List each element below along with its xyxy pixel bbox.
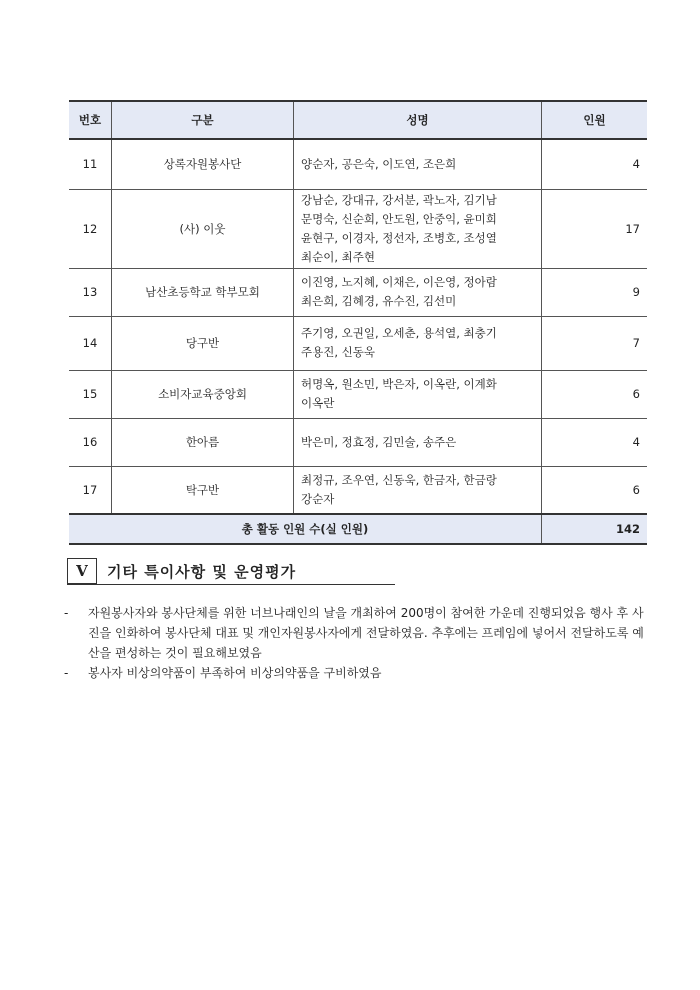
row-no: 13: [69, 268, 112, 316]
row-count: 4: [542, 418, 648, 466]
names-line: 양순자, 공은숙, 이도연, 조은희: [301, 156, 457, 171]
row-names: [294, 418, 542, 466]
names-line: 강순자: [301, 491, 335, 506]
note-text: 봉사자 비상의약품이 부족하여 비상의약품을 구비하였음: [88, 666, 382, 680]
table-row: [69, 139, 647, 189]
names-line: 강남순, 강대규, 강서분, 곽노자, 김기남: [301, 192, 497, 207]
total-row: [69, 514, 647, 544]
row-category: 당구반: [112, 316, 294, 370]
row-category: (사) 이웃: [112, 189, 294, 268]
row-category: 탁구반: [112, 466, 294, 514]
row-category: 상록자원봉사단: [112, 139, 294, 189]
section-heading: [67, 558, 296, 584]
row-no: 12: [69, 189, 112, 268]
row-count: 4: [542, 139, 648, 189]
total-value: 142: [542, 514, 648, 544]
table-row: [69, 189, 647, 268]
names-line: 최순이, 최주현: [301, 249, 375, 264]
header-count: 인원: [542, 101, 648, 139]
row-category: 남산초등학교 학부모회: [112, 268, 294, 316]
section-underline: [67, 584, 395, 585]
section-title: 기타 특이사항 및 운영평가: [107, 562, 297, 581]
row-category: 한아름: [112, 418, 294, 466]
row-names: [294, 370, 542, 418]
row-names: [294, 139, 542, 189]
header-no: 번호: [69, 101, 112, 139]
row-no: 14: [69, 316, 112, 370]
table-header-row: [69, 101, 647, 139]
row-count: 7: [542, 316, 648, 370]
row-category: 소비자교육중앙회: [112, 370, 294, 418]
row-count: 6: [542, 370, 648, 418]
note-dash: -: [64, 666, 69, 680]
row-names: [294, 189, 542, 268]
row-count: 6: [542, 466, 648, 514]
names-line: 이옥란: [301, 396, 335, 410]
names-line: 이진영, 노지혜, 이채은, 이은영, 정아람: [301, 275, 497, 289]
note-item: [64, 603, 654, 663]
names-line: 최정규, 조우연, 신동욱, 한금자, 한금랑: [301, 472, 497, 487]
header-category: 구분: [112, 101, 294, 139]
row-names: [294, 316, 542, 370]
note-item: [64, 663, 654, 683]
row-count: 17: [542, 189, 648, 268]
table-row: [69, 466, 647, 514]
names-line: 허명옥, 원소민, 박은자, 이옥란, 이계화: [301, 377, 497, 391]
names-line: 주용진, 신동욱: [301, 345, 375, 359]
header-names: 성명: [294, 101, 542, 139]
names-line: 문명숙, 신순희, 안도원, 안중익, 윤미희: [301, 211, 497, 226]
notes-list: [64, 603, 654, 683]
names-line: 주기영, 오권일, 오세춘, 용석열, 최충기: [301, 326, 497, 340]
table-row: [69, 316, 647, 370]
section-number: V: [67, 558, 97, 584]
volunteer-table: [69, 100, 647, 545]
names-line: 최은희, 김혜경, 유수진, 김선미: [301, 294, 457, 308]
row-names: [294, 268, 542, 316]
table-row: [69, 268, 647, 316]
table-row: [69, 418, 647, 466]
names-line: 윤현구, 이경자, 정선자, 조병호, 조성열: [301, 230, 497, 245]
row-no: 16: [69, 418, 112, 466]
row-count: 9: [542, 268, 648, 316]
row-no: 15: [69, 370, 112, 418]
row-no: 11: [69, 139, 112, 189]
note-dash: -: [64, 606, 69, 620]
note-text: 자원봉사자와 봉사단체를 위한 너브나래인의 날을 개최하여 200명이 참여한 가운데 진행되었음 행사 후 사진을 인화하여 봉사단체 대표 및 개인자원봉사자에게 전달하였음. 추후에는 프레임에 넣어서 전달하도록 예산을 편성하는 것이 필요해보였음: [88, 606, 644, 660]
row-no: 17: [69, 466, 112, 514]
row-names: [294, 466, 542, 514]
table-row: [69, 370, 647, 418]
names-line: 박은미, 정효정, 김민술, 송주은: [301, 434, 457, 449]
total-label: 총 활동 인원 수(실 인원): [69, 514, 542, 544]
